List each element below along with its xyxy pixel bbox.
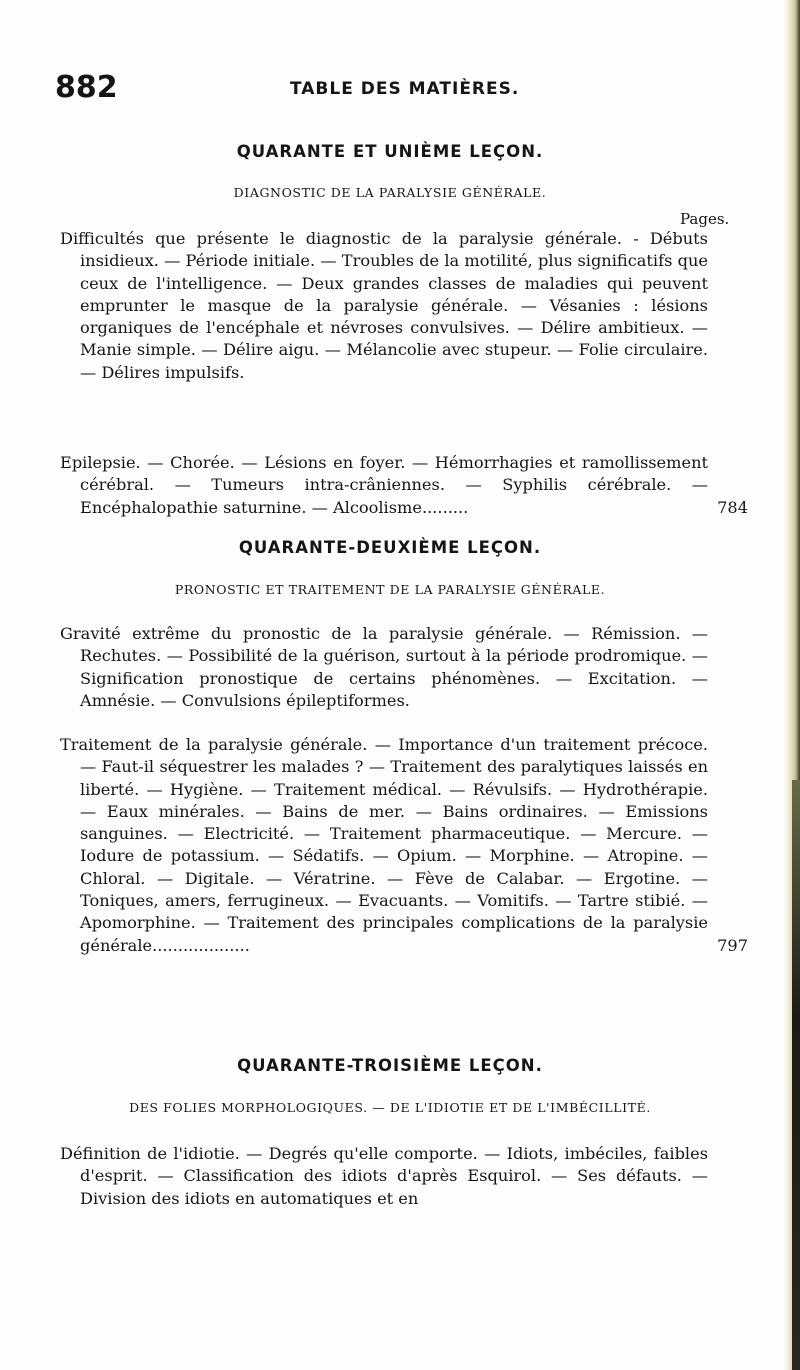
toc-entry: Gravité extrême du pronostic de la paralysie générale. — Rémission. — Rechutes. — Possibilité de la guérison, surtout à la période prodromique. — Signification pronostique de certains phénomènes. — Excitation. — Amnésie. — Convulsions épileptiformes. xyxy=(60,624,708,710)
toc-entry xyxy=(60,452,748,519)
lesson-subtitle: PRONOSTIC ET TRAITEMENT DE LA PARALYSIE GÉNÉRALE. xyxy=(174,582,606,597)
running-title: TABLE DES MATIÈRES. xyxy=(290,79,520,99)
leader-dots: ................... xyxy=(152,935,250,955)
page-edge-dark-strip xyxy=(792,780,800,1370)
page-number: 882 xyxy=(55,70,118,105)
toc-entry xyxy=(60,734,748,957)
toc-entry: Difficultés que présente le diagnostic de la paralysie générale. - Débuts insidieux. — Période initiale. — Troubles de la motilité, plus significatifs que ceux de l'intelligence. — Deux grandes classes de maladies qui peuvent emprunter le masque de la paralysie générale. — Vésanies : lésions organiques de l'encéphale et névroses convulsives. — Délire ambitieux. — Manie simple. — Délire aigu. — Mélancolie avec stupeur. — Folie circulaire. — Délires impulsifs. xyxy=(60,229,708,382)
lesson-subtitle: DIAGNOSTIC DE LA PARALYSIE GÉNÉRALE. xyxy=(233,185,547,200)
toc-entry-text: Epilepsie. — Chorée. — Lésions en foyer. — Hémorrhagies et ramollissement cérébral. — Tumeurs intra-crâniennes. — Syphilis cérébrale. — Encéphalopathie saturnine. — Alcoolisme xyxy=(60,453,708,517)
lesson-title: QUARANTE-DEUXIÈME LEÇON. xyxy=(238,538,542,557)
lesson-subtitle: DES FOLIES MORPHOLOGIQUES. — DE L'IDIOTIE ET DE L'IMBÉCILLITÉ. xyxy=(129,1100,651,1115)
toc-page-number: 784 xyxy=(717,497,748,517)
toc-entry-text: Traitement de la paralysie générale. — Importance d'un traitement précoce. — Faut-il séquestrer les malades ? — Traitement des paralytiques laissés en liberté. — Hygiène. — Traitement médical. — Révulsifs. — Hydrothérapie. — Eaux minérales. — Bains de mer. — Bains ordinaires. — Emissions sanguines. — Electricité. — Traitement pharmaceutique. — Mercure. — Iodure de potassium. — Sédatifs. — Opium. — Morphine. — Atropine. — Chloral. — Digitale. — Vératrine. — Fève de Calabar. — Ergotine. — Toniques, amers, ferrugineux. — Evacuants. — Vomitifs. — Tartre stibié. — Apomorphine. — Traitement des principales complications de la paralysie générale xyxy=(60,735,708,955)
lesson-title: QUARANTE ET UNIÈME LEÇON. xyxy=(236,142,544,161)
lesson-title: QUARANTE-TROISIÈME LEÇON. xyxy=(237,1056,543,1075)
toc-page-number: 797 xyxy=(717,935,748,955)
toc-entry: Définition de l'idiotie. — Degrés qu'elle comporte. — Idiots, imbéciles, faibles d'esprit. — Classification des idiots d'après Esquirol. — Ses défauts. — Division des idiots en automatiques et en xyxy=(60,1144,708,1208)
pages-column-label: Pages. xyxy=(680,210,730,228)
leader-dots: ......... xyxy=(421,497,469,517)
